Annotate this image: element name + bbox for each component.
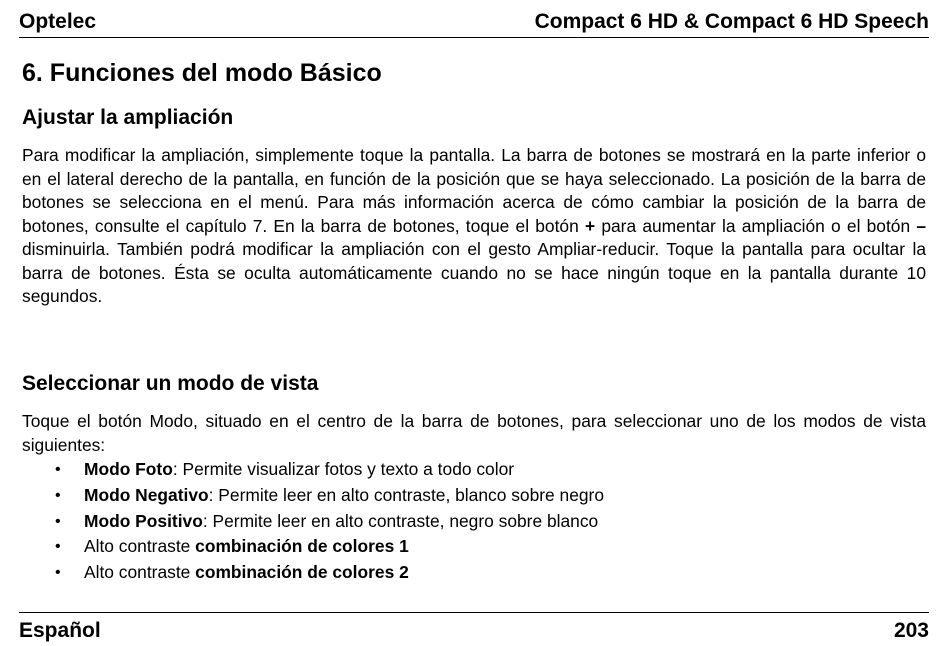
minus-symbol: – <box>916 215 927 236</box>
magnification-heading: Ajustar la ampliación <box>22 106 234 129</box>
list-item-bold: Modo Negativo <box>84 484 209 505</box>
magnification-paragraph <box>22 144 926 309</box>
header-brand: Optelec <box>19 10 97 33</box>
header-product: Compact 6 HD & Compact 6 HD Speech <box>534 10 929 33</box>
list-item-suffix: : Permite leer en alto contraste, blanco sobre negro <box>208 484 605 505</box>
page-footer <box>19 612 929 643</box>
plus-symbol: + <box>584 215 602 236</box>
list-item-suffix: : Permite leer en alto contraste, negro sobre blanco <box>202 510 599 531</box>
list-item <box>22 457 926 483</box>
bullet-icon: • <box>55 564 61 582</box>
bullet-icon: • <box>55 538 61 556</box>
view-mode-heading: Seleccionar un modo de vista <box>22 372 319 395</box>
footer-language: Español <box>19 619 101 642</box>
magnification-text-b: para aumentar la ampliación o el botón <box>601 215 917 236</box>
list-item-prefix: Alto contraste <box>84 562 196 583</box>
bullet-icon: • <box>55 486 61 504</box>
list-item-suffix: : Permite visualizar fotos y texto a todo color <box>172 459 515 479</box>
list-item <box>22 534 926 560</box>
section-title: 6. Funciones del modo Básico <box>22 59 382 87</box>
view-mode-intro: Toque el botón Modo, situado en el centro de la barra de botones, para seleccionar uno de los modos de vista siguientes: <box>22 411 926 455</box>
magnification-text-a: Para modificar la ampliación, simplemente toque la pantalla. La barra de botones se mostrará en la parte inferior o en el lateral derecho de la pantalla, en función de la posición que se haya seleccionado. La posición de la barra de botones se selecciona en el menú. Para más información acerca de cómo cambiar la posición de la barra de botones, consulte el capítulo 7. En la barra de botones, toque el botón <box>22 145 926 236</box>
list-item <box>22 509 926 535</box>
magnification-text-c: disminuirla. También podrá modificar la ampliación con el gesto Ampliar-reducir. Toque la pantalla para ocultar la barra de botones. Ésta se oculta automáticamente cuando no se hace ningún toque en la pantalla durante 10 segundos. <box>22 239 926 306</box>
page-header <box>19 10 929 38</box>
page-number: 203 <box>893 619 929 642</box>
list-item-prefix: Alto contraste <box>84 536 196 557</box>
list-item-bold: combinación de colores 1 <box>195 536 409 557</box>
bullet-icon: • <box>55 461 61 478</box>
list-item <box>22 483 926 509</box>
list-item-bold: Modo Foto <box>84 459 173 479</box>
list-item-bold: combinación de colores 2 <box>195 562 409 583</box>
bullet-icon: • <box>55 512 61 530</box>
view-mode-list <box>22 457 926 586</box>
list-item-bold: Modo Positivo <box>84 510 203 531</box>
list-item <box>22 560 926 586</box>
